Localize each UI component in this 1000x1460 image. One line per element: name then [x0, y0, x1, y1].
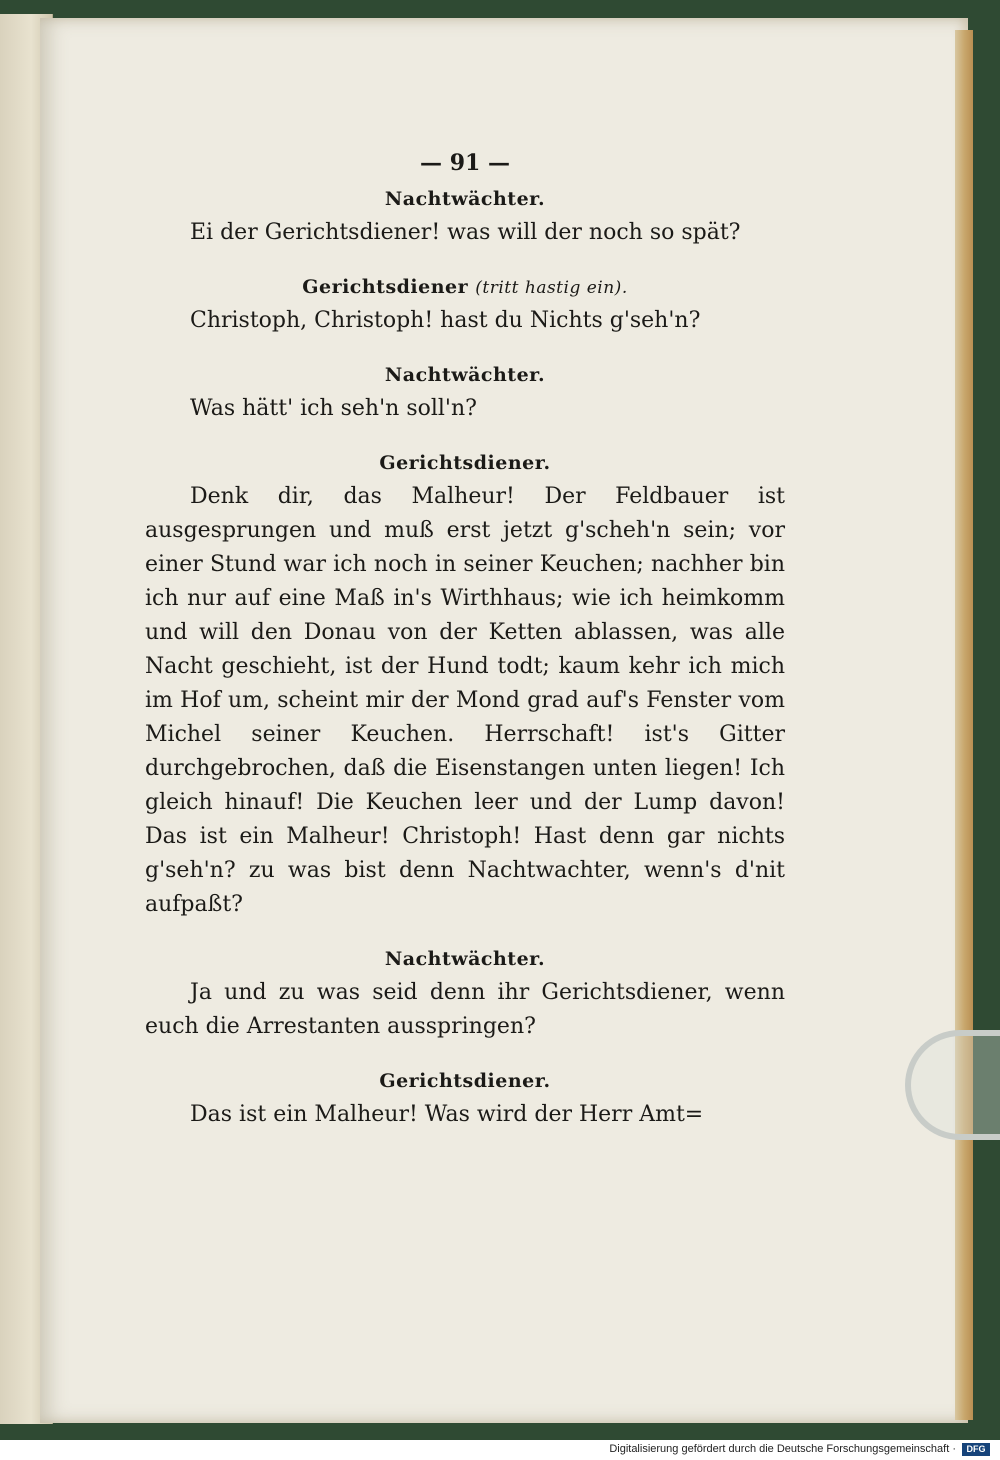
page-number: — 91 — [420, 150, 510, 176]
speaker-label: Nachtwächter. [384, 948, 546, 970]
dialogue-text: Christoph, Christoph! hast du Nichts g'seh'n? [190, 308, 701, 333]
page-content [145, 150, 785, 1132]
speaker-label: Nachtwächter. [384, 364, 546, 386]
dialogue-text: Ei der Gerichtsdiener! was will der noch so spät? [190, 220, 741, 245]
dfg-logo: DFG [962, 1443, 990, 1456]
stage-direction: (tritt hastig ein). [475, 278, 628, 298]
dialogue-text: Denk dir, das Malheur! Der Feldbauer ist ausgesprungen und muß erst jetzt g'scheh'n sein; vor einer Stund war ich noch in seiner Keuchen; nachher bin ich nur auf eine Maß in's Wirthhaus; wie ich heimkomm und will den Donau von der Ketten ablassen, was alle Nacht geschieht, ist der Hund todt; kaum kehr ich mich im Hof um, scheint mir der Mond grad auf's Fenster vom Michel seiner Keuchen. Herrschaft! ist's Gitter durchgebrochen, daß die Eisenstangen unten liegen! Ich gleich hinauf! Die Keuchen leer und der Lump davon! Das ist ein Malheur! Christoph! Hast denn gar nichts g'seh'n? zu was bist denn Nachtwachter, wenn's d'nit aufpaßt? [145, 484, 785, 917]
speaker-label: Nachtwächter. [384, 188, 546, 210]
dialogue-text: Ja und zu was seid denn ihr Gerichtsdiener, wenn euch die Arrestanten ausspringen? [145, 980, 785, 1039]
speaker-label: Gerichtsdiener (tritt hastig ein). [302, 276, 628, 298]
footer-bar [0, 1440, 1000, 1460]
funding-notice: Digitalisierung gefördert durch die Deutsche Forschungsgemeinschaft · [609, 1443, 956, 1455]
speaker-label: Gerichtsdiener. [379, 1070, 551, 1092]
page-fore-edge [955, 30, 973, 1420]
dialogue-text: Was hätt' ich seh'n soll'n? [190, 396, 477, 421]
dialogue-text: Das ist ein Malheur! Was wird der Herr Amt= [190, 1102, 704, 1127]
speaker-label: Gerichtsdiener. [379, 452, 551, 474]
